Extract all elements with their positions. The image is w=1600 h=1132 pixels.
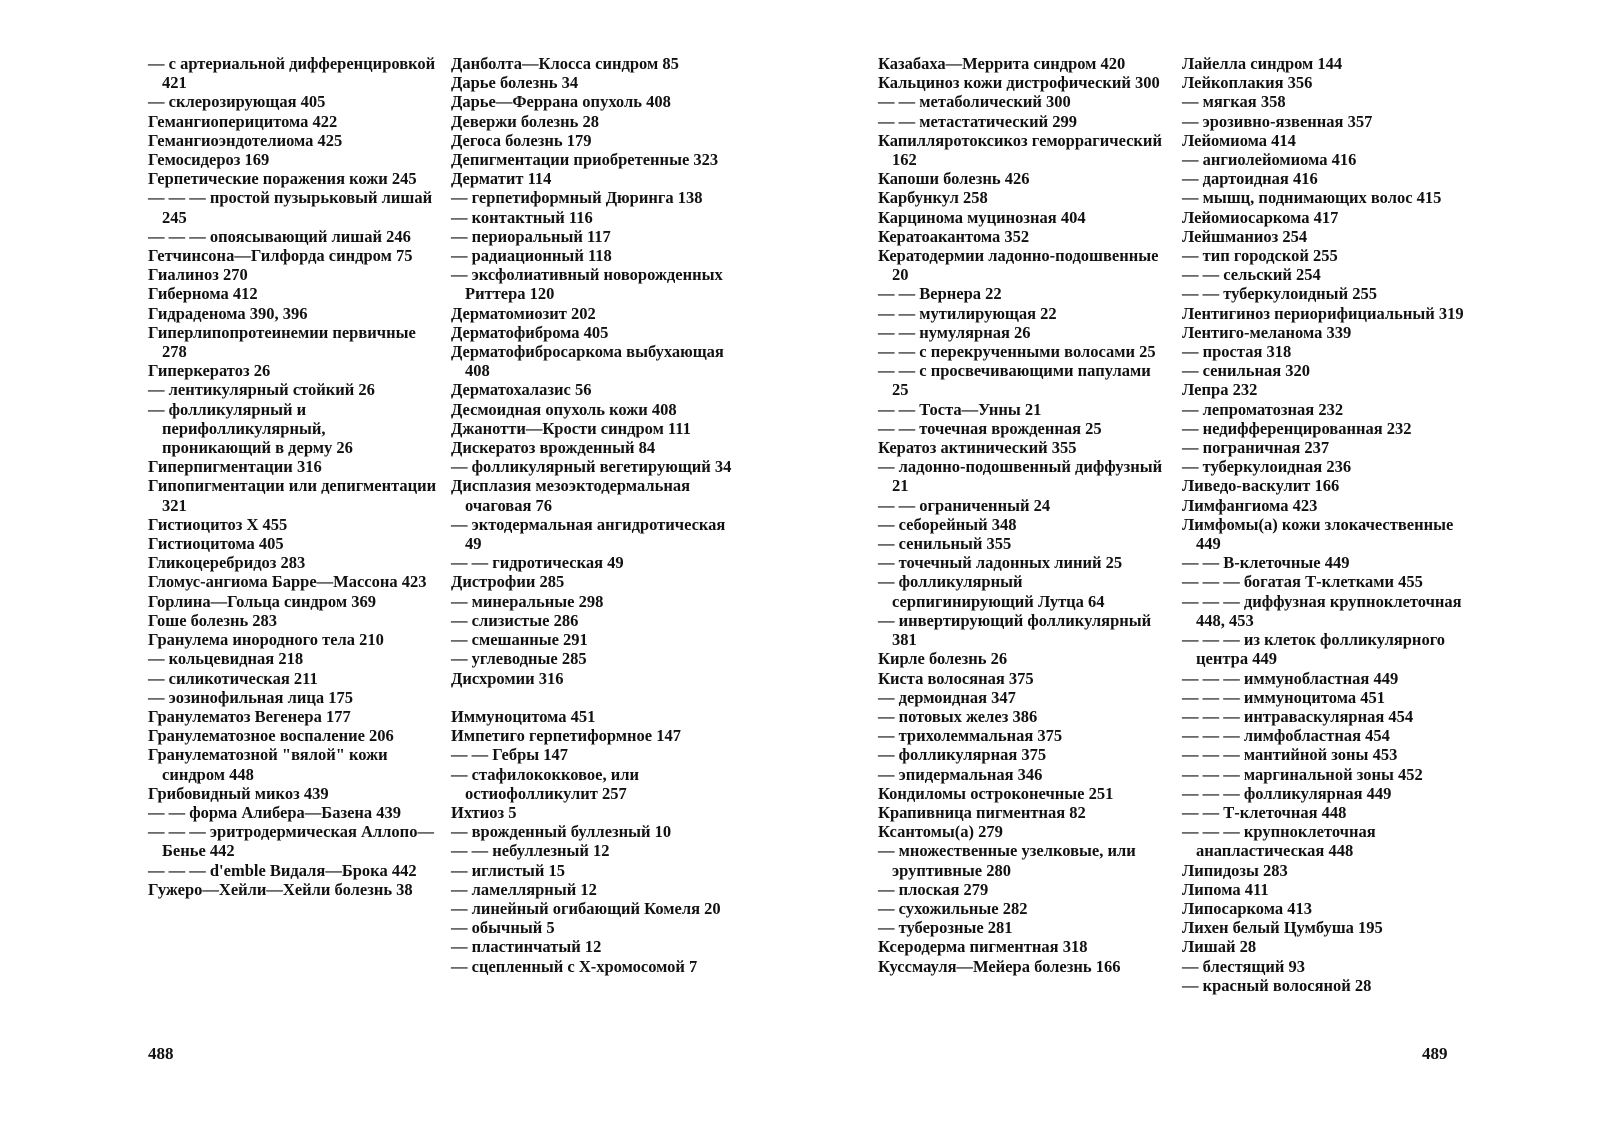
index-entry: Джанотти—Крости синдром 111: [451, 418, 691, 438]
index-entry: Дисплазия мезоэктодермальная очаговая 76: [451, 476, 691, 515]
index-entry: Дерматохалазис 56: [451, 380, 592, 400]
index-entry: — — — опоясывающий лишай 246: [148, 226, 411, 246]
index-entry: Кератодермии ладонно-подошвенные 20: [878, 246, 1159, 285]
index-entry: Карцинома муцинозная 404: [878, 207, 1086, 227]
index-entry: Кератоакантома 352: [878, 226, 1030, 246]
index-entry: Ливедо-васкулит 166: [1182, 476, 1340, 496]
index-entry: Гоше болезнь 283: [148, 610, 278, 630]
index-entry: — — — крупноклеточная анапластическая 448: [1182, 822, 1376, 861]
index-entry: Ихтиоз 5: [451, 802, 517, 822]
index-entry: Гломус-ангиома Барре—Массона 423: [148, 572, 427, 592]
index-entry: — лепроматозная 232: [1182, 399, 1344, 419]
index-entry: — — — маргинальной зоны 452: [1182, 764, 1423, 784]
index-entry: — с артериальной дифференцировкой 421: [148, 54, 436, 93]
index-entry: — плоская 279: [878, 879, 989, 899]
index-entry: — сенильная 320: [1182, 361, 1311, 381]
index-entry: Лишай 28: [1182, 937, 1257, 957]
index-entry: Иммуноцитома 451: [451, 706, 596, 726]
index-entry: — точечный ладонных линий 25: [878, 553, 1123, 573]
index-column-3: [878, 54, 1168, 976]
index-entry: Киста волосяная 375: [878, 668, 1034, 688]
index-entry: Десмоидная опухоль кожи 408: [451, 399, 677, 419]
index-entry: — эрозивно-язвенная 357: [1182, 111, 1373, 131]
index-entry: Ксантомы(а) 279: [878, 822, 1003, 842]
index-entry: — — — иммуноцитома 451: [1182, 687, 1385, 707]
index-entry: — эктодермальная ангидротическая 49: [451, 514, 726, 554]
index-entry: — — небуллезный 12: [451, 841, 610, 861]
index-entry: Липома 411: [1182, 879, 1269, 899]
index-entry: Гранулематозной "вялой" кожи синдром 448: [148, 745, 388, 784]
index-entry: — потовых желез 386: [878, 706, 1038, 726]
index-entry: Данболта—Клосса синдром 85: [451, 54, 679, 73]
index-entry: — — форма Алибера—Базена 439: [148, 802, 402, 822]
index-entry: Девержи болезнь 28: [451, 111, 600, 131]
index-entry: Гиперлипопротеинемии первичные 278: [148, 322, 416, 362]
index-entry: Гранулематозное воспаление 206: [148, 726, 394, 746]
index-entry: Кальциноз кожи дистрофический 300: [878, 73, 1160, 93]
index-entry: — — — d'emble Видаля—Брока 442: [148, 860, 417, 880]
index-entry: — сухожильные 282: [878, 898, 1028, 918]
index-entry: Дерматомиозит 202: [451, 303, 596, 323]
index-entry: — — туберкулоидный 255: [1182, 284, 1377, 304]
index-entry: Ксеродерма пигментная 318: [878, 937, 1088, 957]
index-entry: — сенильный 355: [878, 534, 1012, 554]
index-entry: — фолликулярный серпигинирующий Лутца 64: [878, 572, 1105, 611]
index-entry: Импетиго герпетиформное 147: [451, 726, 681, 746]
index-entry: Гидраденома 390, 396: [148, 303, 308, 323]
index-entry: Казабаха—Меррита синдром 420: [878, 54, 1126, 73]
index-entry: — иглистый 15: [451, 860, 565, 880]
index-entry: Гранулема инородного тела 210: [148, 630, 384, 650]
index-entry: Герпетические поражения кожи 245: [148, 169, 417, 189]
index-entry: — себорейный 348: [878, 514, 1017, 534]
index-entry: Капилляротоксикоз геморрагический 162: [878, 130, 1162, 170]
index-entry: — простая 318: [1182, 342, 1292, 362]
index-entry: — линейный огибающий Комеля 20: [451, 898, 721, 918]
index-entry: Крапивница пигментная 82: [878, 802, 1086, 822]
index-entry: Дискератоз врожденный 84: [451, 438, 656, 458]
index-entry: Гужеро—Хейли—Хейли болезнь 38: [148, 879, 413, 899]
index-entry: — ламеллярный 12: [451, 879, 597, 899]
index-entry: — — метастатический 299: [878, 111, 1077, 131]
page-number-right: 489: [1422, 1044, 1448, 1063]
index-entry: — — мутилирующая 22: [878, 303, 1057, 323]
index-entry: Кондиломы остроконечные 251: [878, 783, 1114, 803]
index-entry: Лихен белый Цумбуша 195: [1182, 918, 1383, 938]
index-entry: — — сельский 254: [1182, 265, 1321, 285]
index-entry: Грибовидный микоз 439: [148, 783, 329, 803]
index-entry: — — Т-клеточная 448: [1182, 802, 1347, 822]
index-entry: — мышц, поднимающих волос 415: [1182, 188, 1442, 208]
index-entry: — — — интраваскулярная 454: [1182, 706, 1414, 726]
index-entry: — туберозные 281: [878, 918, 1013, 938]
index-entry: — — — простой пузырьковый лишай 245: [148, 188, 433, 227]
index-entry: Лентиго-меланома 339: [1182, 322, 1352, 342]
index-entry: — тип городской 255: [1182, 246, 1338, 266]
index-entry: — — с перекрученными волосами 25: [878, 342, 1156, 362]
index-entry: Гиперкератоз 26: [148, 361, 271, 381]
index-entry: — сцепленный с X-хромосомой 7: [451, 956, 698, 976]
index-entry: — туберкулоидная 236: [1182, 457, 1352, 477]
index-entry: — — — фолликулярная 449: [1182, 783, 1392, 803]
index-entry: Липосаркома 413: [1182, 898, 1312, 918]
index-entry: Гиперпигментации 316: [148, 457, 322, 477]
index-entry: — фолликулярный вегетирующий 34: [451, 457, 732, 477]
index-entry: Лейшманиоз 254: [1182, 226, 1308, 246]
index-entry: Гистиоцитоз X 455: [148, 514, 288, 534]
index-entry: Лейомиома 414: [1182, 130, 1296, 150]
index-entry: — эксфолиативный новорожденных Риттера 120: [451, 265, 723, 304]
index-entry: Липидозы 283: [1182, 860, 1288, 880]
index-entry: Горлина—Гольца синдром 369: [148, 591, 376, 611]
index-entry: — пограничная 237: [1182, 438, 1330, 458]
index-entry: — — метаболический 300: [878, 92, 1071, 112]
index-entry: — лентикулярный стойкий 26: [148, 380, 375, 400]
index-entry: Гемангиоэндотелиома 425: [148, 130, 343, 150]
index-entry: Лимфангиома 423: [1182, 495, 1318, 515]
index-entry: — пластинчатый 12: [451, 937, 602, 957]
index-entry: — дартоидная 416: [1182, 169, 1318, 189]
index-entry: Гиалиноз 270: [148, 265, 248, 285]
index-entry: Гетчинсона—Гилфорда синдром 75: [148, 246, 413, 266]
index-entry: — эпидермальная 346: [878, 764, 1043, 784]
index-entry: — множественные узелковые, или эруптивные 280: [878, 841, 1136, 880]
index-entry: — трихолеммальная 375: [878, 726, 1063, 746]
index-entry: Дерматофибросаркома выбухающая 408: [451, 342, 724, 381]
index-entry: — радиационный 118: [451, 246, 612, 266]
index-entry: — склерозирующая 405: [148, 92, 326, 112]
index-entry: — мягкая 358: [1182, 92, 1286, 112]
index-entry: Капоши болезнь 426: [878, 169, 1030, 189]
index-entry: Гемангиоперицитома 422: [148, 111, 338, 131]
index-entry: — блестящий 93: [1182, 956, 1305, 976]
index-entry: — — — диффузная крупноклеточная 448, 453: [1182, 591, 1462, 630]
index-column-2: [451, 54, 741, 976]
index-entry: — — гидротическая 49: [451, 553, 624, 573]
index-entry: — — Гебры 147: [451, 745, 568, 765]
index-entry: — кольцевидная 218: [148, 649, 304, 669]
index-entry: — периоральный 117: [451, 226, 611, 246]
index-entry: Дарье—Феррана опухоль 408: [451, 92, 671, 112]
index-entry: — контактный 116: [451, 207, 593, 227]
index-entry: Лейкоплакия 356: [1182, 73, 1313, 93]
index-entry: — врожденный буллезный 10: [451, 822, 672, 842]
index-entry: Гипопигментации или депигментации 321: [148, 476, 437, 515]
index-entry: — — — иммунобластная 449: [1182, 668, 1399, 688]
index-entry: — герпетиформный Дюринга 138: [451, 188, 703, 208]
index-entry: — эозинофильная лица 175: [148, 687, 354, 707]
index-entry: Карбункул 258: [878, 188, 988, 208]
index-entry: — — — эритродермическая Аллопо—Бенье 442: [148, 822, 434, 861]
index-entry: — обычный 5: [451, 918, 555, 938]
index-entry: Гранулематоз Вегенера 177: [148, 706, 351, 726]
index-entry: — — — богатая Т-клетками 455: [1182, 572, 1423, 592]
index-entry: Лентигиноз периорифициальный 319: [1182, 303, 1464, 323]
index-entry: Кератоз актинический 355: [878, 438, 1077, 458]
index-entry: Дерматофиброма 405: [451, 322, 609, 342]
index-entry: Лимфомы(а) кожи злокачественные 449: [1182, 514, 1454, 554]
index-entry: — — B-клеточные 449: [1182, 553, 1350, 573]
index-entry: — недифференцированная 232: [1182, 418, 1412, 438]
index-entry: — дермоидная 347: [878, 687, 1016, 707]
index-entry: — углеводные 285: [451, 649, 587, 669]
index-column-1: [148, 54, 438, 899]
index-entry: Дарье болезнь 34: [451, 73, 579, 93]
index-entry: — — — из клеток фолликулярного центра 449: [1182, 630, 1446, 669]
index-entry: — — Тоста—Унны 21: [878, 399, 1042, 419]
index-entry: — силикотическая 211: [148, 668, 318, 688]
page-number-left: 488: [148, 1044, 174, 1063]
index-entry: Куссмауля—Мейера болезнь 166: [878, 956, 1121, 976]
index-entry: — — — лимфобластная 454: [1182, 726, 1390, 746]
index-entry: Лейомиосаркома 417: [1182, 207, 1339, 227]
index-entry: — — Вернера 22: [878, 284, 1002, 304]
index-entry: — смешанные 291: [451, 630, 588, 650]
index-entry: Гистиоцитома 405: [148, 534, 284, 554]
index-entry: Дерматит 114: [451, 169, 552, 189]
index-entry: — инвертирующий фолликулярный 381: [878, 610, 1152, 650]
index-entry: — фолликулярная 375: [878, 745, 1047, 765]
index-entry: — ангиолейомиома 416: [1182, 150, 1357, 170]
index-entry: — слизистые 286: [451, 610, 579, 630]
index-entry: Депигментации приобретенные 323: [451, 150, 719, 170]
index-entry: Гликоцеребридоз 283: [148, 553, 306, 573]
index-entry: — ладонно-подошвенный диффузный 21: [878, 457, 1163, 496]
index-entry: — — — мантийной зоны 453: [1182, 745, 1398, 765]
index-entry: Кирле болезнь 26: [878, 649, 1008, 669]
index-gap: [451, 688, 741, 707]
index-entry: — минеральные 298: [451, 591, 604, 611]
index-entry: — — с просвечивающими папулами 25: [878, 361, 1151, 400]
index-entry: Лепра 232: [1182, 380, 1258, 400]
index-entry: — красный волосяной 28: [1182, 975, 1372, 995]
index-entry: — фолликулярный и перифолликулярный, проникающий в дерму 26: [148, 399, 353, 458]
index-entry: Дегоса болезнь 179: [451, 130, 592, 150]
index-entry: — — ограниченный 24: [878, 495, 1051, 515]
index-entry: Лайелла синдром 144: [1182, 54, 1343, 73]
index-entry: Гемосидероз 169: [148, 150, 270, 170]
index-entry: — стафилококковое, или остиофолликулит 257: [451, 764, 640, 803]
index-entry: Дистрофии 285: [451, 572, 565, 592]
index-entry: Дисхромии 316: [451, 668, 564, 688]
index-column-4: [1182, 54, 1472, 995]
index-entry: — — точечная врожденная 25: [878, 418, 1102, 438]
index-entry: Гибернома 412: [148, 284, 258, 304]
index-entry: — — нумулярная 26: [878, 322, 1031, 342]
